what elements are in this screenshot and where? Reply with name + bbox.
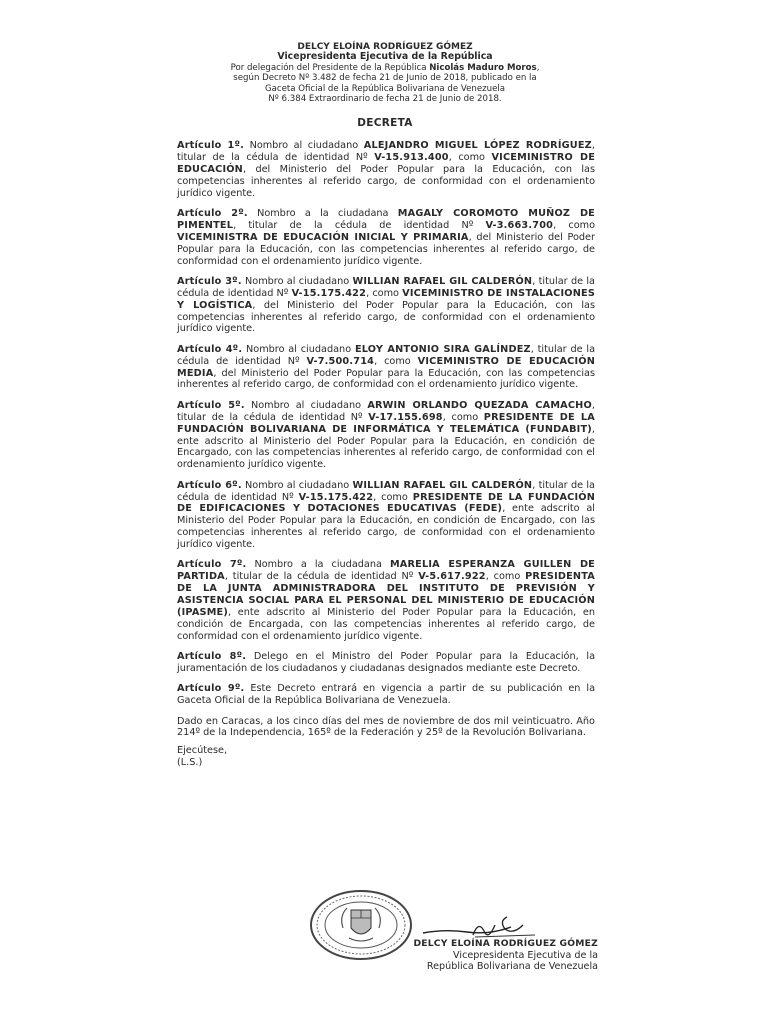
header-decree-ref: según Decreto Nº 3.482 de fecha 21 de Junio de 2018, publicado en la	[233, 73, 537, 84]
ls-text: (L.S.)	[177, 757, 203, 769]
header-gazette: Gaceta Oficial de la República Bolivariana de Venezuela	[264, 83, 506, 94]
header-name: DELCY ELOÍNA RODRÍGUEZ GÓMEZ	[297, 42, 473, 52]
signatory-title-line2: República Bolivariana de Venezuela	[426, 961, 598, 973]
decreta-heading: DECRETA	[357, 117, 413, 129]
signatory-title-line1: Vicepresidenta Ejecutiva de la	[453, 949, 598, 961]
article-3: Artículo 3º. Nombro al ciudadano WILLIAN RAFAEL GIL CALDERÓN, titular de la cédula de identidad Nº V-15.175.422, como VICEMINISTRO DE INSTALACIONES Y LOGÍSTICA, del Ministerio del Poder Popular para la Educación, con las competencias inherentes al referido cargo, de conformidad con el ordenamiento jurídico vigente.	[177, 275, 595, 335]
article-8: Artículo 8º. Delego en el Ministro del Poder Popular para la Educación, la juramentación de los ciudadanos y ciudadanas designados mediante este Decreto.	[177, 651, 596, 675]
article-7: Artículo 7º. Nombro a la ciudadana MARELIA ESPERANZA GUILLEN DE PARTIDA, titular de la cédula de identidad Nº V-5.617.922, como PRESIDENTA DE LA JUNTA ADMINISTRADORA DEL INSTITUTO DE PREVISIÓN Y ASISTENCIA SOCIAL PARA EL PERSONAL DEL MINISTERIO DE EDUCACIÓN (IPASME), ente adscrito al Ministerio del Poder Popular para la Educación, en condición de Encargada, con las competencias inherentes al referido cargo, de conformidad con el ordenamiento jurídico vigente.	[177, 559, 595, 642]
article-9: Artículo 9º. Este Decreto entrará en vigencia a partir de su publicación en la Gaceta Oficial de la República Bolivariana de Venezuela.	[177, 683, 596, 707]
article-5: Artículo 5º. Nombro al ciudadano ARWIN ORLANDO QUEZADA CAMACHO, titular de la cédula de identidad Nº V-17.155.698, como PRESIDENTE DE LA FUNDACIÓN BOLIVARIANA DE INFORMÁTICA Y TELEMÁTICA (FUNDABIT), ente adscrito al Ministerio del Poder Popular para la Educación, en condición de Encargado, con las competencias inherentes al referido cargo, de conformidad con el ordenamiento jurídico vigente.	[177, 399, 596, 471]
article-4: Artículo 4º. Nombro al ciudadano ELOY ANTONIO SIRA GALÍNDEZ, titular de la cédula de identidad Nº V-7.500.714, como VICEMINISTRO DE EDUCACIÓN MEDIA, del Ministerio del Poder Popular para la Educación, con las competencias inherentes al referido cargo, de conformidad con el ordenamiento jurídico vigente.	[177, 343, 596, 391]
ejecutese-text: Ejecútese,	[177, 745, 228, 757]
decree-body	[177, 140, 595, 769]
header-delegation: Por delegación del Presidente de la República Nicolás Maduro Moros,	[230, 62, 540, 73]
header-gazette-number: Nº 6.384 Extraordinario de fecha 21 de Junio de 2018.	[268, 94, 502, 105]
dated-clause: Dado en Caracas, a los cinco días del mes de noviembre de dos mil veinticuatro. Año 214º de la Independencia, 165º de la Federación y 25º de la Revolución Bolivariana.	[177, 715, 595, 739]
signatory-name: DELCY ELOÍNA RODRÍGUEZ GÓMEZ	[413, 938, 598, 949]
article-6: Artículo 6º. Nombro al ciudadano WILLIAN RAFAEL GIL CALDERÓN, titular de la cédula de identidad Nº V-15.175.422, como PRESIDENTE DE LA FUNDACIÓN DE EDIFICACIONES Y DOTACIONES EDUCATIVAS (FEDE), ente adscrito al Ministerio del Poder Popular para la Educación, en condición de Encargado, con las competencias inherentes al referido cargo, de conformidad con el ordenamiento jurídico vigente.	[177, 479, 595, 551]
article-1: Artículo 1º. Nombro al ciudadano ALEJANDRO MIGUEL LÓPEZ RODRÍGUEZ, titular de la cédula de identidad Nº V-15.913.400, como VICEMINISTRO DE EDUCACIÓN, del Ministerio del Poder Popular para la Educación, con las competencias inherentes al referido cargo, de conformidad con el ordenamiento jurídico vigente.	[177, 140, 596, 199]
signature-block	[370, 938, 598, 973]
decree-header	[170, 42, 600, 104]
article-2: Artículo 2º. Nombro a la ciudadana MAGALY COROMOTO MUÑOZ DE PIMENTEL, titular de la cédula de identidad Nº V-3.663.700, como VICEMINISTRA DE EDUCACIÓN INICIAL Y PRIMARIA, del Ministerio del Poder Popular para la Educación, con las competencias inherentes al referido cargo, de conformidad con el ordenamiento jurídico vigente.	[177, 207, 595, 267]
header-title: Vicepresidenta Ejecutiva de la República	[277, 51, 493, 63]
